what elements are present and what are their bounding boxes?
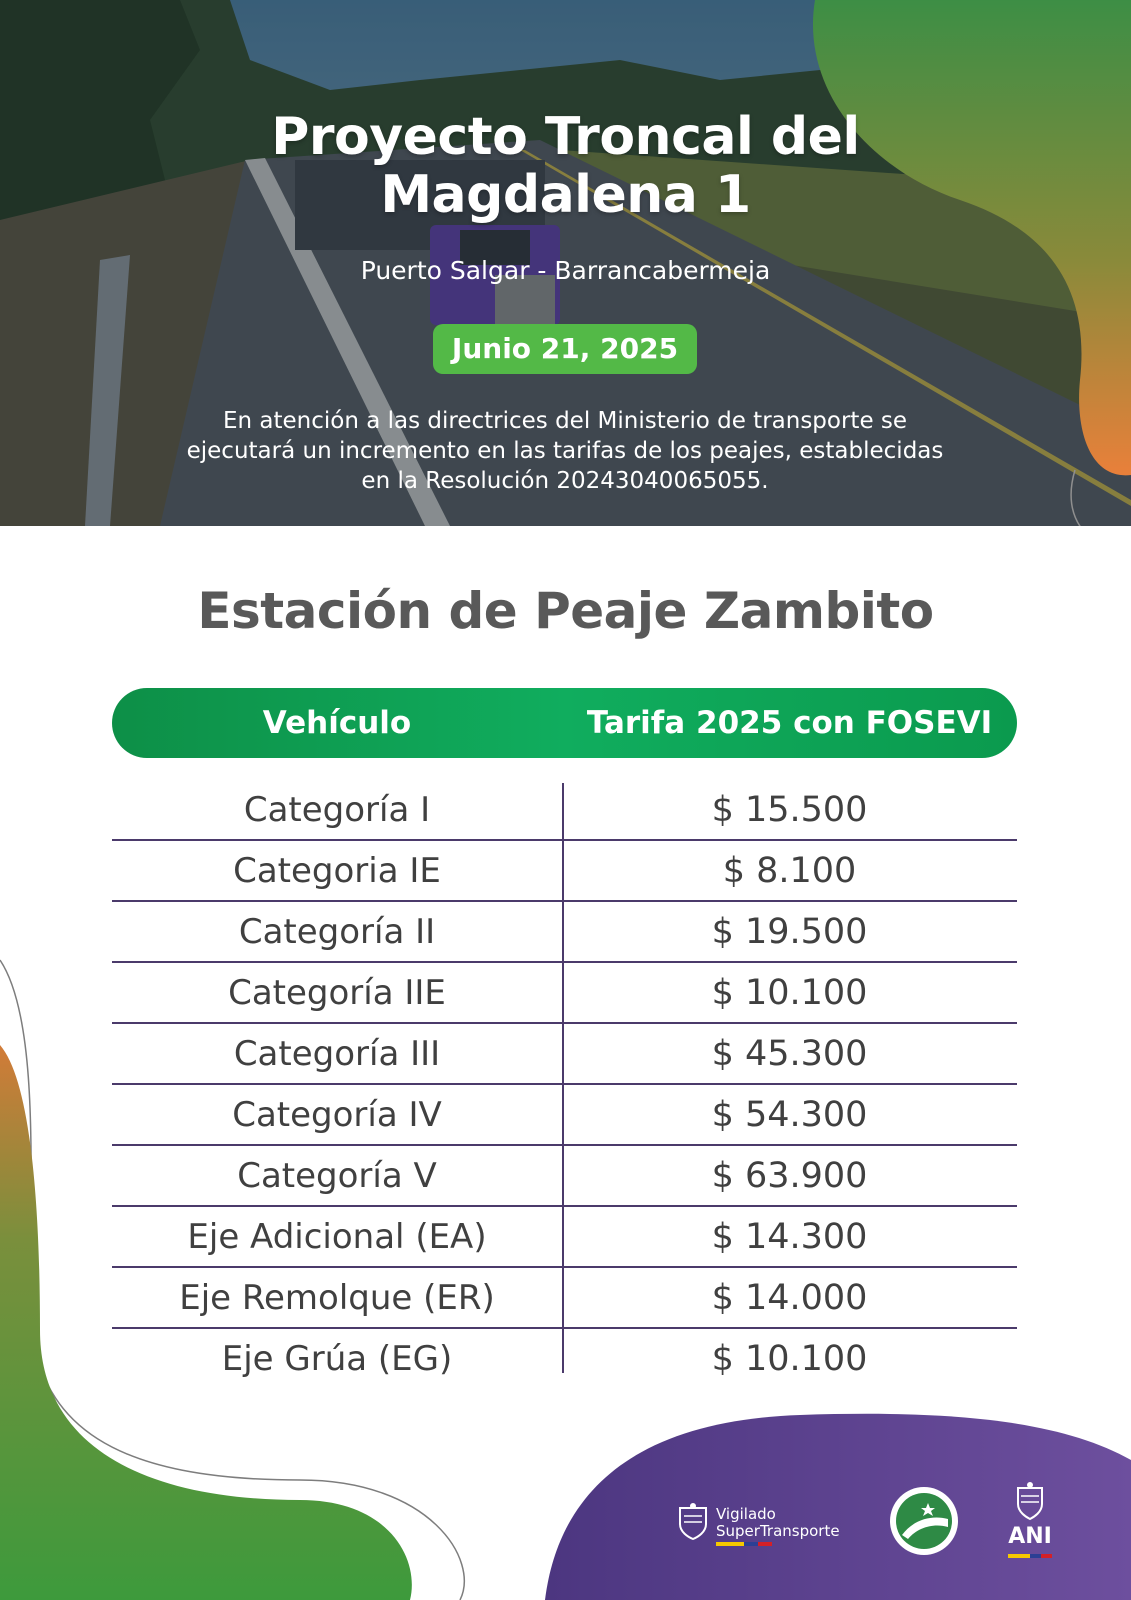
tariff-notice-line1: En atención a las directrices del Ministerio de transporte se [222, 408, 908, 434]
ani-shield-icon [1000, 1480, 1060, 1524]
table-header [112, 688, 1017, 758]
fare-value: $ 19.500 [711, 912, 868, 952]
date-badge: Junio 21, 2025 [433, 324, 697, 374]
vehicle-category: Categoría V [237, 1156, 437, 1196]
station-title: Estación de Peaje Zambito [197, 582, 934, 640]
header-vehicle: Vehículo [262, 705, 412, 741]
table-row [112, 1329, 1017, 1390]
vigilado-supertransporte-logo [676, 1500, 856, 1550]
fare-value: $ 14.300 [711, 1217, 868, 1257]
table-row [112, 1024, 1017, 1085]
table-row [112, 1085, 1017, 1146]
ani-label: ANI [1008, 1524, 1052, 1549]
vehicle-category: Categoría I [243, 790, 431, 830]
colombia-flag-stripe [1008, 1554, 1052, 1558]
fare-value: $ 10.100 [711, 973, 868, 1013]
tariff-notice-line3: en la Resolución 20243040065055. [361, 468, 769, 494]
table-row [112, 902, 1017, 963]
fare-value: $ 10.100 [711, 1339, 868, 1379]
table-row [112, 780, 1017, 841]
fare-value: $ 15.500 [711, 790, 868, 830]
fare-value: $ 45.300 [711, 1034, 868, 1074]
vehicle-category: Eje Adicional (EA) [187, 1217, 487, 1257]
vigilado-line2: SuperTransporte [716, 1522, 840, 1540]
colombia-flag-stripe [716, 1542, 772, 1546]
vehicle-category: Categoría III [233, 1034, 441, 1074]
tariff-notice-line2: ejecutará un incremento en las tarifas de los peajes, establecidas [186, 438, 944, 464]
colombia-shield-icon [676, 1502, 710, 1540]
autopista-magdalena-medio-logo [888, 1485, 960, 1557]
route-subtitle: Puerto Salgar - Barrancabermeja [360, 256, 771, 285]
vehicle-category: Eje Remolque (ER) [179, 1278, 495, 1318]
vehicle-category: Categoria IE [233, 851, 441, 891]
fare-value: $ 63.900 [711, 1156, 868, 1196]
vehicle-category: Categoría IV [232, 1095, 442, 1135]
table-row [112, 841, 1017, 902]
table-row [112, 963, 1017, 1024]
vehicle-category: Categoría IIE [228, 973, 446, 1013]
vigilado-text [716, 1506, 840, 1540]
fare-value: $ 14.000 [711, 1278, 868, 1318]
project-title-line2: Magdalena 1 [380, 165, 751, 225]
header-fare: Tarifa 2025 con FOSEVI [586, 705, 993, 741]
ani-logo [1000, 1480, 1060, 1560]
fare-table [112, 780, 1017, 1390]
project-title-line1: Proyecto Troncal del [271, 107, 860, 167]
vigilado-line1: Vigilado [716, 1505, 776, 1523]
fare-value: $ 54.300 [711, 1095, 868, 1135]
table-row [112, 1146, 1017, 1207]
vehicle-category: Categoría II [238, 912, 436, 952]
vehicle-category: Eje Grúa (EG) [221, 1339, 453, 1379]
table-row [112, 1268, 1017, 1329]
fare-value: $ 8.100 [722, 851, 857, 891]
table-row [112, 1207, 1017, 1268]
